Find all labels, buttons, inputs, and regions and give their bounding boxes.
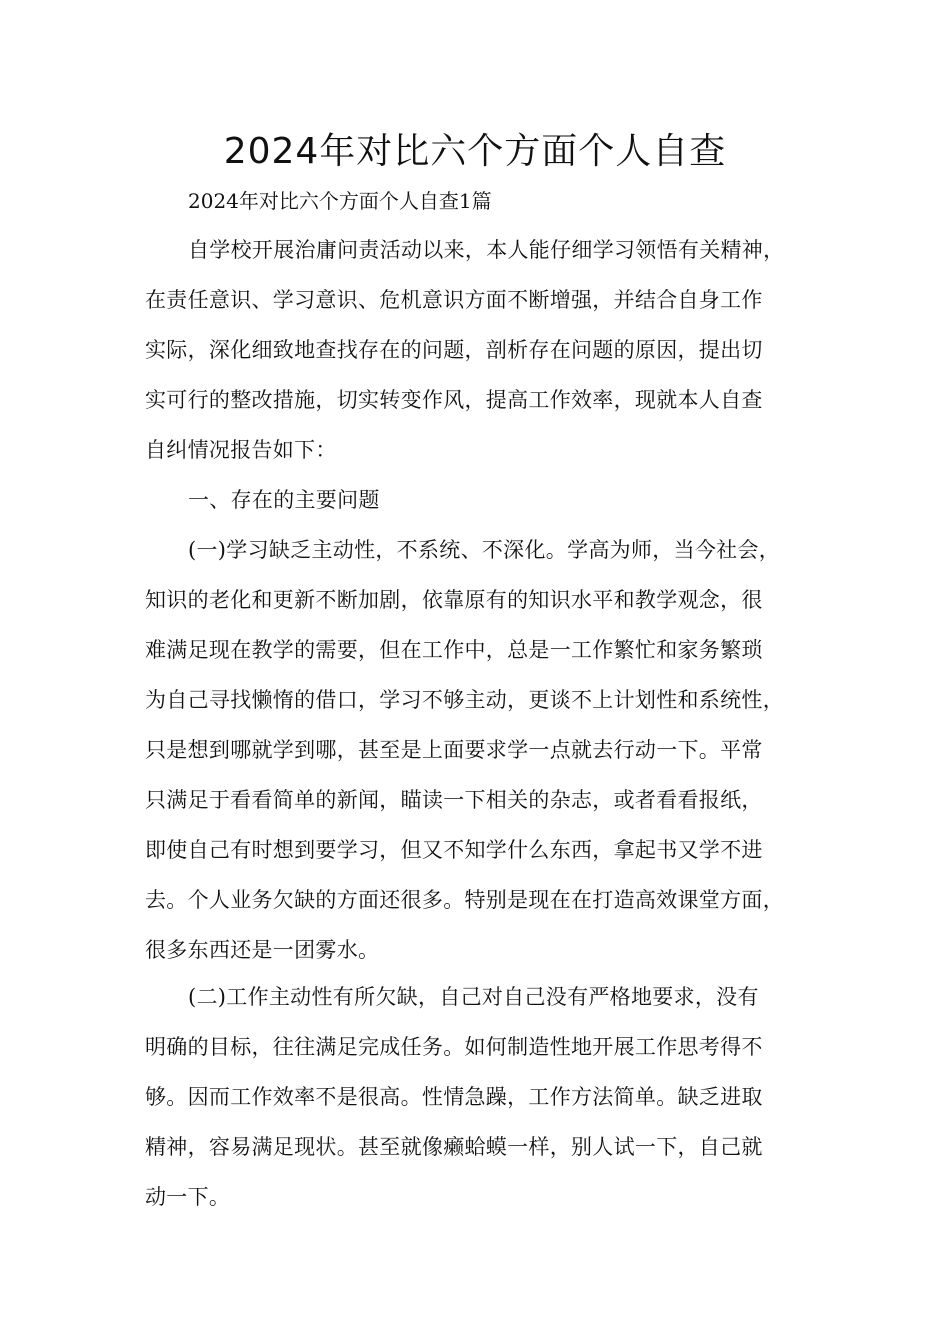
paragraph-intro: [145, 225, 835, 475]
paragraph-line: 去。个人业务欠缺的方面还很多。特别是现在在打造高效课堂方面，: [145, 888, 784, 912]
paragraph-line: 精神，容易满足现状。甚至就像癞蛤蟆一样，别人试一下，自己就: [145, 1135, 763, 1159]
paragraph-problem-2: [145, 972, 835, 1222]
paragraph-line: 自学校开展治庸问责活动以来，本人能仔细学习领悟有关精神，: [188, 238, 785, 262]
paragraph-line: 为自己寻找懒惰的借口，学习不够主动，更谈不上计划性和系统性，: [145, 688, 784, 712]
paragraph-line: (二)工作主动性有所欠缺，自己对自己没有严格地要求，没有: [188, 985, 759, 1009]
paragraph-line: 动一下。: [145, 1185, 231, 1209]
section-heading-block: [145, 475, 835, 525]
paragraph-line: 自纠情况报告如下：: [145, 438, 337, 462]
paragraph-line: 很多东西还是一团雾水。: [145, 938, 380, 962]
paragraph-line: 在责任意识、学习意识、危机意识方面不断增强，并结合自身工作: [145, 288, 763, 312]
paragraph-line: 实际，深化细致地查找存在的问题，剖析存在问题的原因，提出切: [145, 338, 763, 362]
paragraph-line: 即使自己有时想到要学习，但又不知学什么东西，拿起书又学不进: [145, 838, 763, 862]
paragraph-line: 实可行的整改措施，切实转变作风，提高工作效率，现就本人自查: [145, 388, 763, 412]
paragraph-line: (一)学习缺乏主动性，不系统、不深化。学高为师，当今社会，: [188, 538, 781, 562]
section-heading: 一、存在的主要问题: [188, 488, 380, 512]
paragraph-problem-1: [145, 525, 835, 975]
document-subtitle: 2024年对比六个方面个人自查1篇: [188, 189, 492, 213]
paragraph-line: 够。因而工作效率不是很高。性情急躁，工作方法简单。缺乏进取: [145, 1085, 763, 1109]
paragraph-line: 难满足现在教学的需要，但在工作中，总是一工作繁忙和家务繁琐: [145, 638, 763, 662]
paragraph-line: 明确的目标，往往满足完成任务。如何制造性地开展工作思考得不: [145, 1035, 763, 1059]
paragraph-line: 只是想到哪就学到哪，甚至是上面要求学一点就去行动一下。平常: [145, 738, 763, 762]
document-title: 2024年对比六个方面个人自查: [223, 131, 727, 172]
paragraph-line: 只满足于看看简单的新闻，瞄读一下相关的杂志，或者看看报纸，: [145, 788, 763, 812]
paragraph-line: 知识的老化和更新不断加剧，依靠原有的知识水平和教学观念，很: [145, 588, 763, 612]
